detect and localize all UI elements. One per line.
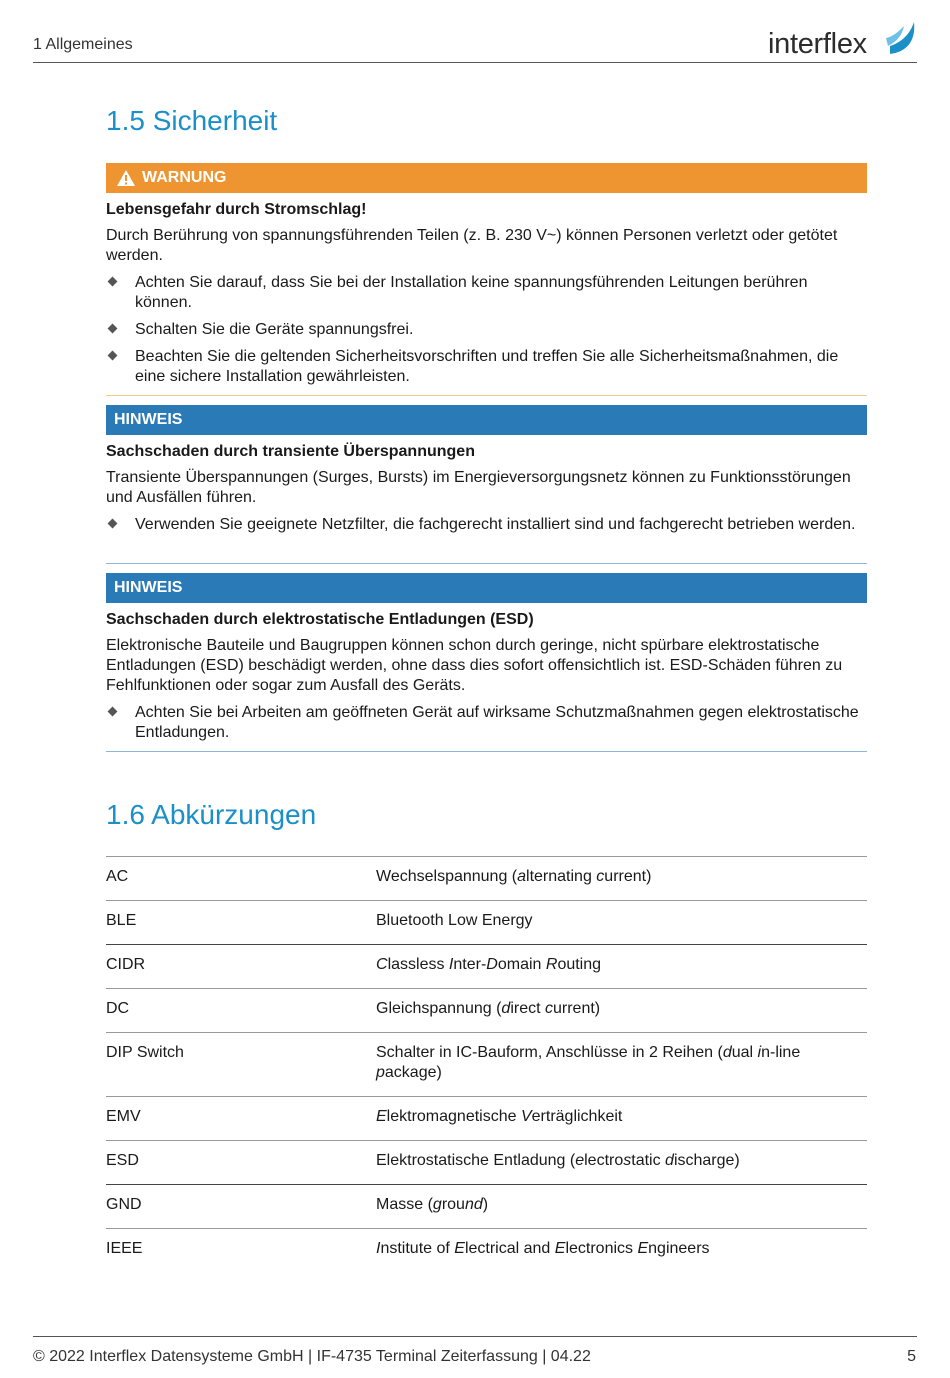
table-row <box>106 945 867 989</box>
footer-text: © 2022 Interflex Datensysteme GmbH | IF-4735 Terminal Zeiterfassung | 04.22 <box>33 1348 591 1365</box>
notice-bar <box>106 405 867 435</box>
diamond-bullet-icon <box>108 277 118 287</box>
abbr-definition: Schalter in IC-Bauform, Anschlüsse in 2 Reihen (dual in-line package) <box>376 1044 801 1081</box>
abbr-term: CIDR <box>106 956 146 973</box>
list-item <box>106 347 867 387</box>
footer-rule <box>33 1336 917 1337</box>
list-item <box>106 320 867 340</box>
diamond-bullet-icon <box>108 324 118 334</box>
warning-triangle-icon <box>116 169 136 187</box>
abbr-definition: Masse (ground) <box>376 1196 489 1213</box>
table-row <box>106 857 867 901</box>
abbr-definition: Wechselspannung (alternating current) <box>376 868 652 885</box>
notice-subtitle: Sachschaden durch transiente Überspannungen <box>106 443 475 460</box>
abbr-term: IEEE <box>106 1240 143 1257</box>
notice-label: HINWEIS <box>114 411 183 428</box>
table-row <box>106 989 867 1033</box>
notice-content <box>106 442 867 542</box>
abbr-term: DC <box>106 1000 130 1017</box>
notice-bullet-list <box>106 515 867 535</box>
interflex-logo <box>768 16 920 60</box>
table-row <box>106 1097 867 1141</box>
abbr-definition: Elektrostatische Entladung (electrostatic discharge) <box>376 1152 740 1169</box>
logo-text: interflex <box>768 28 867 60</box>
warning-subtitle: Lebensgefahr durch Stromschlag! <box>106 201 367 218</box>
bullet-text: Verwenden Sie geeignete Netzfilter, die fachgerecht installiert sind und fachgerecht betrieben werden. <box>135 516 856 533</box>
abbr-term: EMV <box>106 1108 141 1125</box>
section-title-safety: 1.5 Sicherheit <box>106 105 278 136</box>
warning-label: WARNUNG <box>142 169 227 186</box>
section-title-abbreviations: 1.6 Abkürzungen <box>106 799 317 830</box>
notice-subtitle: Sachschaden durch elektrostatische Entladungen (ESD) <box>106 611 534 628</box>
notice-text: Transiente Überspannungen (Surges, Bursts) im Energieversorgungsnetz können zu Funktionsstörungen und Ausfällen führen. <box>106 469 851 506</box>
notice-bullet-list <box>106 703 867 743</box>
list-item <box>106 515 867 535</box>
notice-bar-esd <box>106 573 867 603</box>
warning-bullet-list <box>106 273 867 387</box>
table-row <box>106 1229 867 1273</box>
abbreviations-table <box>106 856 867 1272</box>
table-row <box>106 1033 867 1097</box>
header-rule <box>33 62 917 63</box>
abbr-term: ESD <box>106 1152 139 1169</box>
abbr-definition: Gleichspannung (direct current) <box>376 1000 601 1017</box>
warning-content <box>106 200 867 394</box>
table-row <box>106 1141 867 1185</box>
notice-content-esd <box>106 610 867 750</box>
abbr-definition: Classless Inter-Domain Routing <box>376 956 602 973</box>
diamond-bullet-icon <box>108 351 118 361</box>
warning-bar <box>106 163 867 193</box>
diamond-bullet-icon <box>108 707 118 717</box>
bullet-text: Achten Sie bei Arbeiten am geöffneten Gerät auf wirksame Schutzmaßnahmen gegen elektrostatische Entladungen. <box>135 704 859 741</box>
notice-text: Elektronische Bauteile und Baugruppen können schon durch geringe, nicht spürbare elektrostatische Entladungen (ESD) beschädigt werden, ohne dass dies sofort offensichtlich ist. ESD-Schäden führen zu Fehlfunktionen oder sogar zum Ausfall des Geräts. <box>106 637 843 694</box>
warning-text: Durch Berührung von spannungsführenden Teilen (z. B. 230 V~) können Personen verletzt oder getötet werden. <box>106 227 838 264</box>
abbr-term: AC <box>106 868 129 885</box>
list-item <box>106 273 867 313</box>
warning-end-rule <box>106 395 867 396</box>
bullet-text: Beachten Sie die geltenden Sicherheitsvorschriften und treffen Sie alle Sicherheitsmaßnahmen, die eine sichere Installation gewährleisten. <box>135 348 839 385</box>
list-item <box>106 703 867 743</box>
table-row <box>106 1185 867 1229</box>
page-number: 5 <box>907 1348 916 1365</box>
abbr-definition: Bluetooth Low Energy <box>376 912 533 929</box>
table-row <box>106 901 867 945</box>
notice-label: HINWEIS <box>114 579 183 596</box>
abbr-term: DIP Switch <box>106 1044 184 1061</box>
abbr-term: GND <box>106 1196 142 1213</box>
header-section-title: 1 Allgemeines <box>33 36 133 53</box>
logo-swoosh-icon <box>884 16 920 56</box>
diamond-bullet-icon <box>108 519 118 529</box>
bullet-text: Schalten Sie die Geräte spannungsfrei. <box>135 321 414 338</box>
abbr-term: BLE <box>106 912 137 929</box>
abbr-definition: Institute of Electrical and Electronics Engineers <box>376 1240 710 1257</box>
notice-end-rule <box>106 751 867 752</box>
bullet-text: Achten Sie darauf, dass Sie bei der Installation keine spannungsführenden Leitungen berühren können. <box>135 274 808 311</box>
abbr-definition: Elektromagnetische Verträglichkeit <box>376 1108 623 1125</box>
notice-end-rule <box>106 563 867 564</box>
